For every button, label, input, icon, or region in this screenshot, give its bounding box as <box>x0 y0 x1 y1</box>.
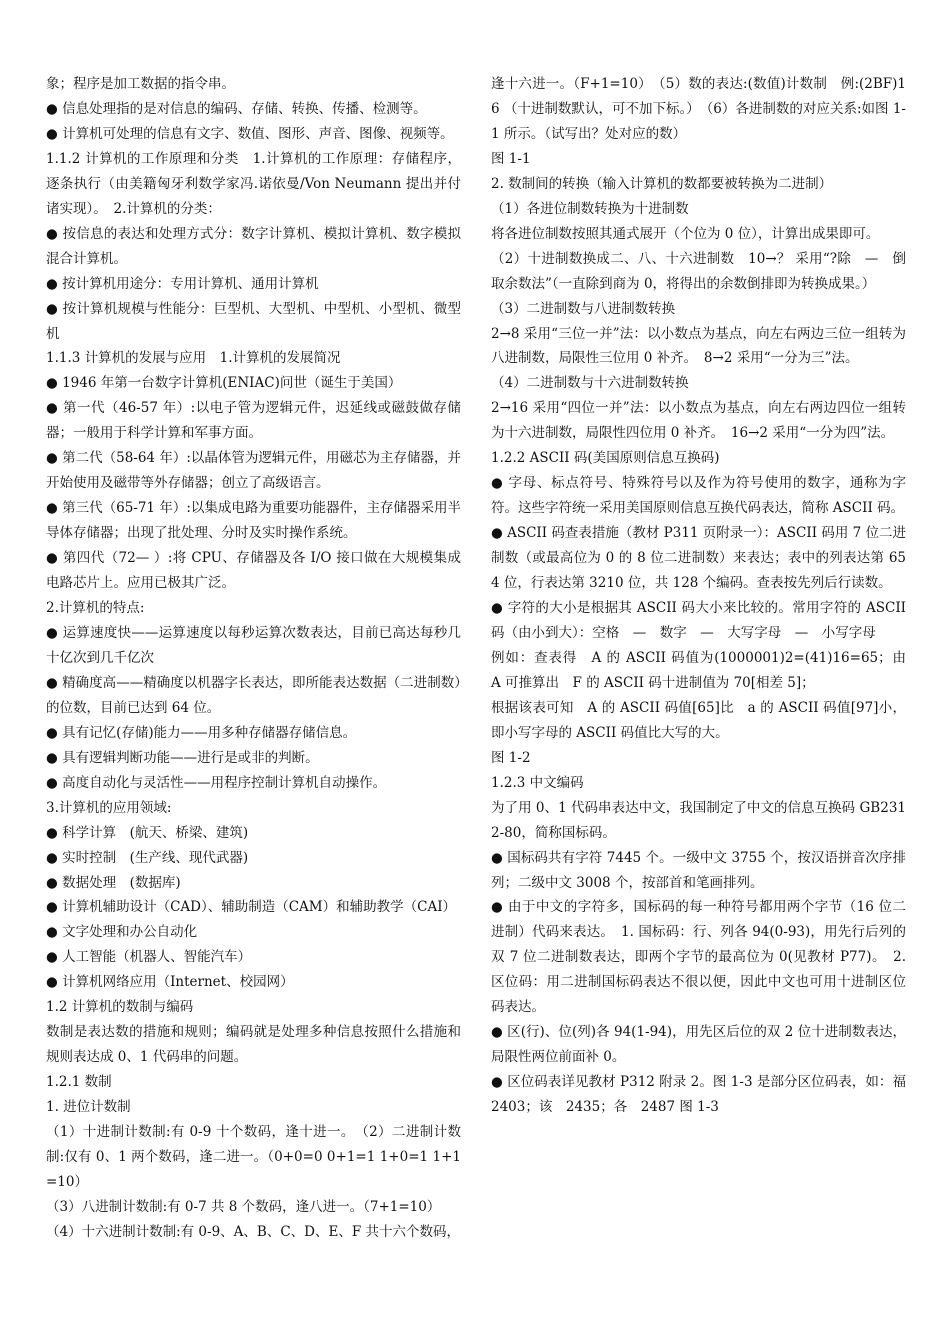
paragraph: 象；程序是加工数据的指令串。 <box>46 76 235 92</box>
paragraph: ● 实时控制 (生产线、现代武器) <box>46 849 249 866</box>
sub-heading: 3.计算机的应用领域: <box>46 799 172 816</box>
paragraph: ● 按计算机规模与性能分：巨型机、大型机、中型机、小型机、微型机 <box>46 300 461 342</box>
paragraph: ● 文字处理和办公自动化 <box>46 924 198 941</box>
paragraph: ● 第一代（46-57 年）:以电子管为逻辑元件，迟延线或磁鼓做存储器；一般用于科学计算和军事方面。 <box>46 400 461 442</box>
paragraph: 为了用 0、1 代码串表达中文，我国制定了中文的信息互换码 GB2312-80，简称国标码。 <box>491 799 906 841</box>
sub-heading: 1. 进位计数制 <box>46 1099 131 1116</box>
paragraph: ● 科学计算 (航天、桥梁、建筑) <box>46 824 249 841</box>
paragraph: （1）各进位制数转换为十进制数 <box>491 200 689 217</box>
paragraph: ● 运算速度快——运算速度以每秒运算次数表达，目前已高达每秒几十亿次到几千亿次 <box>46 624 461 666</box>
paragraph: （1）十进制计数制:有 0-9 十个数码，逢十进一。 （2）二进制计数制:仅有 0、1 两个数码，逢二进一。（0+0=0 0+1=1 1+0=1 1+1=10） <box>46 1124 461 1190</box>
paragraph: 根据该表可知 A 的 ASCII 码值[65]比 a 的 ASCII 码值[97]小，即小写字母的 ASCII 码值比大写的大。 <box>491 699 906 741</box>
paragraph: （4）十六进制计数制:有 0-9、A、B、C、D、E、F 共十六个数码， <box>46 1223 461 1240</box>
section-heading: 1.1.2 计算机的工作原理和分类 1.计算机的工作原理：存储程序，逐条执行（由美籍匈牙利数学家冯.诺依曼/Von Neumann 提出并付诸实现）。 2.计算机的分类： <box>46 150 461 217</box>
left-column <box>46 72 461 1245</box>
section-heading: 1.1.3 计算机的发展与应用 1.计算机的发展简况 <box>46 350 341 367</box>
paragraph: ● 精确度高——精确度以机器字长表达，即所能表达数据（二进制数）的位数，目前已达到 64 位。 <box>46 674 461 716</box>
paragraph: （2）十进制数换成二、八、十六进制数 10→？ 采用“?除 — 倒取余数法”（一直除到商为 0，将得出的余数倒排即为转换成果。） <box>491 250 906 292</box>
section-heading: 1.2 计算机的数制与编码 <box>46 999 194 1016</box>
section-heading: 1.2.3 中文编码 <box>491 774 584 791</box>
paragraph: （3）二进制数与八进制数转换 <box>491 300 676 317</box>
sub-heading: 2. 数制间的转换（输入计算机的数都要被转换为二进制） <box>491 175 833 192</box>
paragraph: ● 计算机辅助设计（CAD）、辅助制造（CAM）和辅助教学（CAI） <box>46 899 457 916</box>
paragraph: ● 由于中文的字符多，国标码的每一种符号都用两个字节（16 位二进制）代码来表达。 1. 国标码：行、列各 94(0-93)，用先行后列的双 7 位二进制数表达，即两个字节的最高位为 0(见教材 P77)。 2. 区位码：用二进制国标码表达不很以便，因此中文也可用十进制区位码表达。 <box>491 899 906 1016</box>
paragraph: 将各进位制数按照其通式展开（个位为 0 位），计算出成果即可。 <box>491 225 880 242</box>
paragraph: 逢十六进一。（F+1=10） （5）数的表达:(数值)计数制 例:(2BF)16 （十进制数默认，可不加下标。） （6）各进制数的对应关系:如图 1-1 所示。（试写出？处对应的数） <box>491 76 906 142</box>
paragraph: ● 高度自动化与灵活性——用程序控制计算机自动操作。 <box>46 774 387 791</box>
paragraph: ● 国标码共有字符 7445 个。一级中文 3755 个，按汉语拼音次序排列；二级中文 3008 个，按部首和笔画排列。 <box>491 849 906 891</box>
paragraph: ● 计算机网络应用（Internet、校园网） <box>46 974 294 991</box>
paragraph: 例如：查表得 A 的 ASCII 码值为(1000001)2=(41)16=65；由 A 可推算出 F 的 ASCII 码十进制值为 70[相差 5]； <box>491 649 920 691</box>
paragraph: ● 第四代（72— ）:将 CPU、存储器及各 I/O 接口做在大规模集成电路芯片上。应用已极其广泛。 <box>46 550 461 592</box>
paragraph: ● 人工智能（机器人、智能汽车） <box>46 949 252 966</box>
figure-caption: 图 1-1 <box>491 150 531 167</box>
paragraph: 数制是表达数的措施和规则；编码就是处理多种信息按照什么措施和规则表达成 0、1 代码串的问题。 <box>46 1024 461 1066</box>
paragraph: ● 1946 年第一台数字计算机(ENIAC)问世（诞生于美国） <box>46 375 402 392</box>
paragraph: ● 第三代（65-71 年）:以集成电路为重要功能器件，主存储器采用半导体存储器；出现了批处理、分时及实时操作系统。 <box>46 500 461 542</box>
paragraph: ● 按信息的表达和处理方式分：数字计算机、模拟计算机、数字模拟混合计算机。 <box>46 225 461 267</box>
sub-heading: 2.计算机的特点: <box>46 600 145 617</box>
paragraph: ● ASCII 码查表措施（教材 P311 页附录一）：ASCII 码用 7 位二进制数（或最高位为 0 的 8 位二进制数）来表达；表中的列表达第 654 位，行表达第 3210 位，共 128 个编码。查表按先列后行读数。 <box>491 525 906 592</box>
figure-caption: 图 1-2 <box>491 749 531 766</box>
paragraph: ● 字符的大小是根据其 ASCII 码大小来比较的。常用字符的 ASCII 码（由小到大）：空格 — 数字 — 大写字母 — 小写字母 <box>491 600 906 641</box>
paragraph: ● 计算机可处理的信息有文字、数值、图形、声音、图像、视频等。 <box>46 125 454 142</box>
paragraph: ● 数据处理 (数据库) <box>46 874 181 891</box>
right-column <box>491 72 920 1120</box>
section-heading: 1.2.1 数制 <box>46 1074 112 1091</box>
paragraph: ● 区(行)、位(列)各 94(1-94)，用先区后位的双 2 位十进制数表达，局限性两位前面补 0。 <box>491 1024 906 1066</box>
paragraph: 2→16 采用“四位一并”法：以小数点为基点，向左右两边四位一组转为十六进制数，局限性四位用 0 补齐。 16→2 采用“一分为四”法。 <box>491 400 906 442</box>
paragraph: ● 字母、标点符号、特殊符号以及作为符号使用的数字，通称为字符。这些字符统一采用美国原则信息互换代码表达，简称 ASCII 码。 <box>491 475 906 517</box>
paragraph: 2→8 采用“三位一并”法：以小数点为基点，向左右两边三位一组转为八进制数，局限性三位用 0 补齐。 8→2 采用“一分为三”法。 <box>491 325 906 367</box>
paragraph: ● 具有记忆(存储)能力——用多种存储器存储信息。 <box>46 724 357 741</box>
paragraph: ● 具有逻辑判断功能——进行是或非的判断。 <box>46 749 319 766</box>
paragraph: ● 区位码表详见教材 P312 附录 2。图 1-3 是部分区位码表，如：福 2403；该 2435；各 2487 图 1-3 <box>491 1074 920 1116</box>
section-heading: 1.2.2 ASCII 码(美国原则信息互换码) <box>491 450 720 467</box>
paragraph: ● 按计算机用途分：专用计算机、通用计算机 <box>46 275 319 292</box>
paragraph: ● 信息处理指的是对信息的编码、存储、转换、传播、检测等。 <box>46 100 427 117</box>
paragraph: （4）二进制数与十六进制数转换 <box>491 375 689 392</box>
paragraph: ● 第二代（58-64 年）:以晶体管为逻辑元件，用磁芯为主存储器，并开始使用及磁带等外存储器；创立了高级语言。 <box>46 450 461 492</box>
paragraph: （3）八进制计数制:有 0-7 共 8 个数码，逢八进一。（7+1=10） <box>46 1198 441 1215</box>
